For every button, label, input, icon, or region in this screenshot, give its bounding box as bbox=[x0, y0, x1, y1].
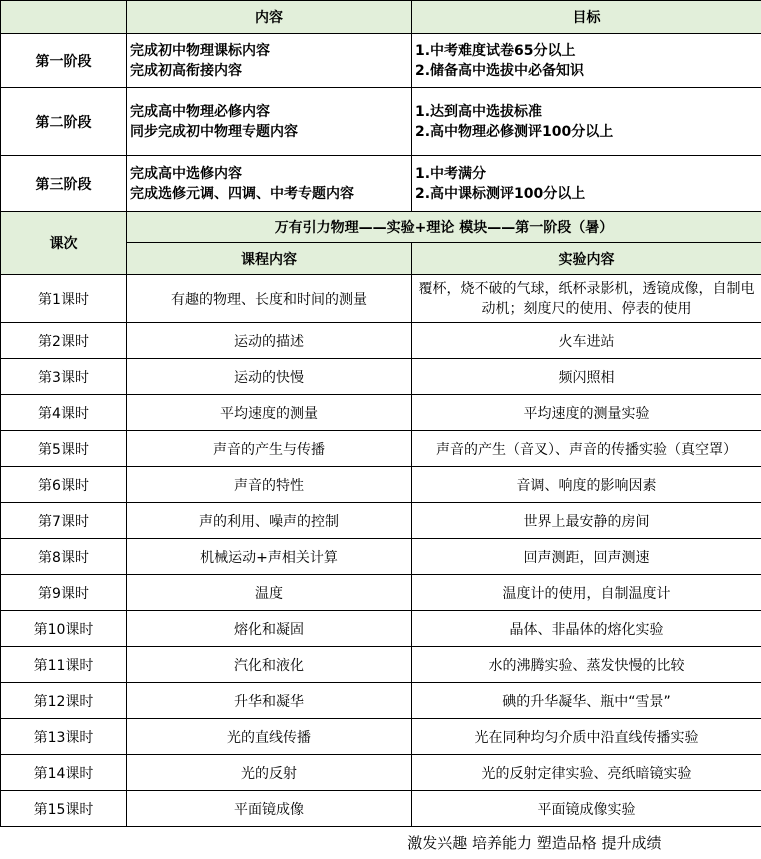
lesson-row bbox=[1, 359, 761, 395]
stage-goal-line: 1.中考满分 bbox=[415, 165, 487, 182]
lesson-experiment: 光的反射定律实验、亮纸暗镜实验 bbox=[412, 755, 761, 791]
stage-goals bbox=[412, 34, 761, 88]
lesson-experiment: 声音的产生（音叉）、声音的传播实验（真空罩） bbox=[412, 431, 761, 467]
header-corner bbox=[1, 1, 127, 34]
lesson-experiment: 温度计的使用，自制温度计 bbox=[412, 575, 761, 611]
stage-row bbox=[1, 88, 761, 156]
lesson-number: 第4课时 bbox=[1, 395, 127, 431]
lesson-course: 光的直线传播 bbox=[127, 719, 412, 755]
lesson-row bbox=[1, 647, 761, 683]
lesson-experiment: 光在同种均匀介质中沿直线传播实验 bbox=[412, 719, 761, 755]
stage-content-line: 完成初高衔接内容 bbox=[130, 62, 242, 79]
lesson-experiment: 碘的升华凝华、瓶中“雪景” bbox=[412, 683, 761, 719]
lesson-number: 第9课时 bbox=[1, 575, 127, 611]
lesson-row bbox=[1, 539, 761, 575]
stage-goal-line: 1.达到高中选拔标准 bbox=[415, 103, 543, 120]
footer-slogan: 激发兴趣 培养能力 塑造品格 提升成绩 bbox=[407, 834, 662, 853]
stage-goals bbox=[412, 156, 761, 212]
stage-goal-line: 2.高中物理必修测评100分以上 bbox=[415, 123, 614, 140]
stage-name: 第二阶段 bbox=[1, 88, 127, 156]
lesson-experiment: 平均速度的测量实验 bbox=[412, 395, 761, 431]
lesson-number: 第2课时 bbox=[1, 323, 127, 359]
lesson-number: 第14课时 bbox=[1, 755, 127, 791]
lesson-course: 声音的产生与传播 bbox=[127, 431, 412, 467]
lesson-row bbox=[1, 611, 761, 647]
lesson-number: 第6课时 bbox=[1, 467, 127, 503]
lesson-row bbox=[1, 755, 761, 791]
module-title-row bbox=[1, 212, 761, 243]
lesson-row bbox=[1, 791, 761, 827]
lesson-number: 第13课时 bbox=[1, 719, 127, 755]
header-row bbox=[1, 1, 761, 34]
lesson-row bbox=[1, 431, 761, 467]
stage-goal-line: 1.中考难度试卷65分以上 bbox=[415, 42, 576, 59]
stage-content-line: 完成初中物理课标内容 bbox=[130, 42, 270, 59]
lesson-number: 第1课时 bbox=[1, 275, 127, 323]
lesson-number: 第8课时 bbox=[1, 539, 127, 575]
stage-goals bbox=[412, 88, 761, 156]
lesson-experiment: 频闪照相 bbox=[412, 359, 761, 395]
stage-content-line: 完成高中物理必修内容 bbox=[130, 103, 270, 120]
lesson-row bbox=[1, 719, 761, 755]
stage-content-line: 完成高中选修内容 bbox=[130, 165, 242, 182]
lesson-course: 运动的描述 bbox=[127, 323, 412, 359]
lesson-course: 有趣的物理、长度和时间的测量 bbox=[127, 275, 412, 323]
lesson-experiment: 水的沸腾实验、蒸发快慢的比较 bbox=[412, 647, 761, 683]
experiment-column-header: 实验内容 bbox=[412, 243, 761, 275]
stage-content bbox=[127, 156, 412, 212]
stage-content bbox=[127, 34, 412, 88]
lesson-row bbox=[1, 503, 761, 539]
lesson-course: 熔化和凝固 bbox=[127, 611, 412, 647]
lesson-number: 第5课时 bbox=[1, 431, 127, 467]
lesson-course: 平均速度的测量 bbox=[127, 395, 412, 431]
lesson-course: 平面镜成像 bbox=[127, 791, 412, 827]
lesson-course: 光的反射 bbox=[127, 755, 412, 791]
lesson-course: 运动的快慢 bbox=[127, 359, 412, 395]
lesson-row bbox=[1, 575, 761, 611]
module-title: 万有引力物理——实验+理论 模块——第一阶段（暑） bbox=[127, 212, 761, 243]
lesson-number: 第7课时 bbox=[1, 503, 127, 539]
stage-content-line: 完成选修元调、四调、中考专题内容 bbox=[130, 185, 354, 202]
header-content: 内容 bbox=[127, 1, 412, 34]
lesson-experiment: 覆杯，烧不破的气球，纸杯录影机，透镜成像，自制电动机；刻度尺的使用、停表的使用 bbox=[412, 275, 761, 323]
lesson-course: 声音的特性 bbox=[127, 467, 412, 503]
stage-content-line: 同步完成初中物理专题内容 bbox=[130, 123, 298, 140]
stage-row bbox=[1, 156, 761, 212]
lesson-number: 第12课时 bbox=[1, 683, 127, 719]
lesson-experiment: 晶体、非晶体的熔化实验 bbox=[412, 611, 761, 647]
lesson-course: 升华和凝华 bbox=[127, 683, 412, 719]
lesson-experiment: 平面镜成像实验 bbox=[412, 791, 761, 827]
lesson-experiment: 世界上最安静的房间 bbox=[412, 503, 761, 539]
lesson-number: 第10课时 bbox=[1, 611, 127, 647]
stage-row bbox=[1, 34, 761, 88]
lesson-column-header: 课次 bbox=[1, 212, 127, 275]
lesson-number: 第11课时 bbox=[1, 647, 127, 683]
lesson-course: 机械运动+声相关计算 bbox=[127, 539, 412, 575]
lesson-row bbox=[1, 395, 761, 431]
lesson-experiment: 火车进站 bbox=[412, 323, 761, 359]
stage-goal-line: 2.储备高中选拔中必备知识 bbox=[415, 62, 585, 79]
course-column-header: 课程内容 bbox=[127, 243, 412, 275]
lesson-row bbox=[1, 275, 761, 323]
footer-row bbox=[1, 827, 761, 859]
lesson-course: 汽化和液化 bbox=[127, 647, 412, 683]
lesson-row bbox=[1, 683, 761, 719]
stage-name: 第三阶段 bbox=[1, 156, 127, 212]
lesson-experiment: 回声测距，回声测速 bbox=[412, 539, 761, 575]
lesson-experiment: 音调、响度的影响因素 bbox=[412, 467, 761, 503]
lesson-course: 温度 bbox=[127, 575, 412, 611]
lesson-row bbox=[1, 323, 761, 359]
lesson-course: 声的利用、噪声的控制 bbox=[127, 503, 412, 539]
lesson-number: 第15课时 bbox=[1, 791, 127, 827]
lesson-number: 第3课时 bbox=[1, 359, 127, 395]
lesson-row bbox=[1, 467, 761, 503]
stage-goal-line: 2.高中课标测评100分以上 bbox=[415, 185, 586, 202]
stage-content bbox=[127, 88, 412, 156]
stage-name: 第一阶段 bbox=[1, 34, 127, 88]
header-goal: 目标 bbox=[412, 1, 761, 34]
